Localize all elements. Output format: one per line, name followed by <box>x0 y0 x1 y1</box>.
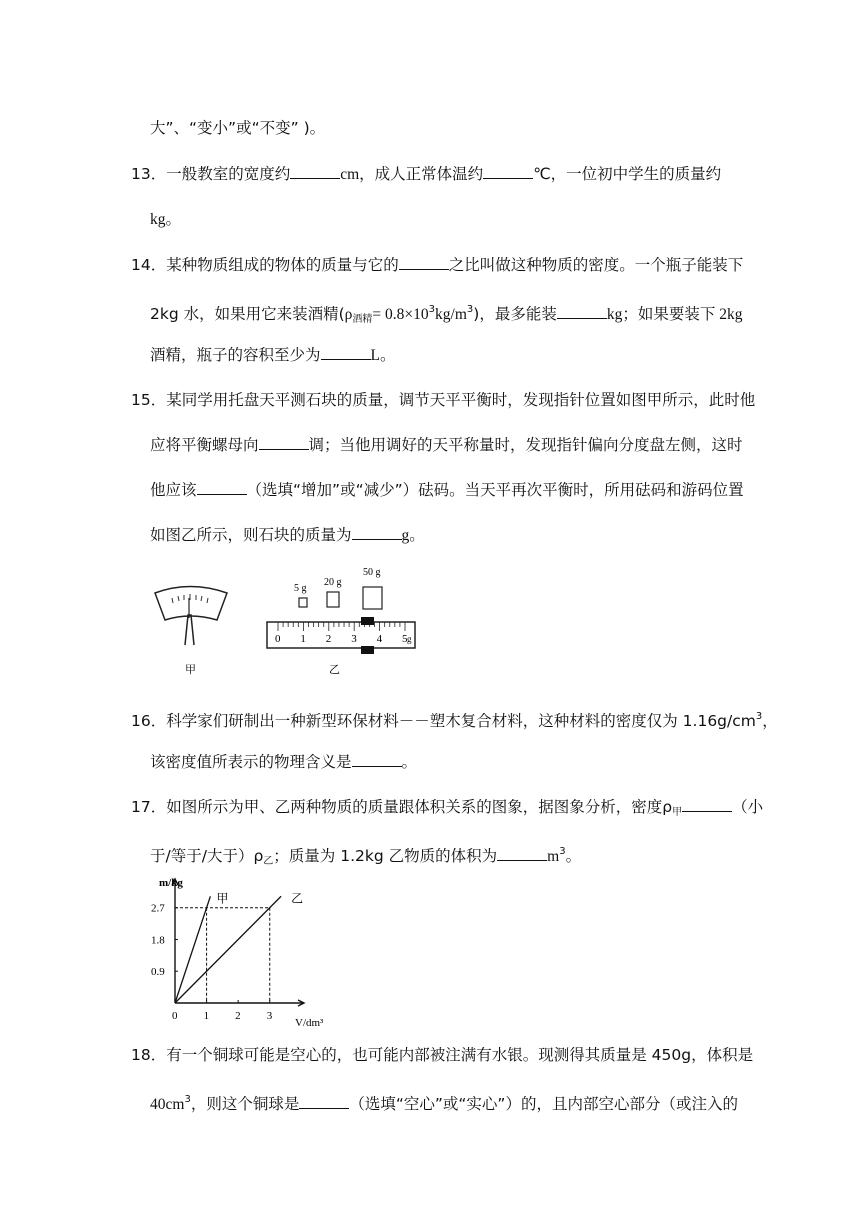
text-fragment: g。 <box>401 527 425 544</box>
y-axis-label: m/kg <box>159 877 183 889</box>
answer-blank[interactable] <box>557 304 607 319</box>
question-15-line-3 <box>150 480 744 500</box>
text-fragment: 40cm <box>150 1096 185 1113</box>
weight-20g <box>327 592 339 607</box>
answer-blank[interactable] <box>497 846 547 861</box>
dial-figure-jia <box>155 587 227 677</box>
text-fragment: 。 <box>565 847 582 865</box>
question-17-line-1 <box>131 797 763 823</box>
weight-label-50g: 50 g <box>363 567 381 578</box>
text-fragment: kg；如果要装下 2kg <box>606 306 743 323</box>
scale-tick-label: 0 <box>275 633 281 645</box>
question-14-line-3 <box>150 345 395 366</box>
series-label: 乙 <box>291 891 304 906</box>
text-fragment: （小 <box>732 798 764 816</box>
x-tick-label: 0 <box>172 1010 178 1022</box>
rho-symbol: ρ <box>344 306 353 323</box>
y-tick-label: 0.9 <box>151 966 165 979</box>
series-line <box>175 896 210 1003</box>
text-fragment: 于/等于/大于）ρ <box>150 847 264 865</box>
question-18-line-1 <box>131 1045 753 1065</box>
text-fragment: 某种物质组成的物体的质量与它的 <box>166 256 399 274</box>
text-line <box>150 118 325 138</box>
text-fragment: ，则这个铜球是 <box>190 1095 300 1113</box>
answer-blank[interactable] <box>290 164 340 179</box>
text-fragment: ；质量为 1.2kg 乙物质的体积为 <box>273 847 498 865</box>
question-15-line-2 <box>150 435 743 455</box>
series-line <box>175 896 281 1003</box>
answer-blank[interactable] <box>197 480 247 495</box>
question-16-line-2 <box>150 752 417 772</box>
text-fragment: 如图所示为甲、乙两种物质的质量跟体积关系的图象，据图象分析，密度ρ <box>166 798 673 816</box>
weight-50g <box>363 587 382 609</box>
answer-blank[interactable] <box>682 797 732 812</box>
answer-blank[interactable] <box>399 255 449 270</box>
question-number: 16． <box>131 712 167 730</box>
answer-blank[interactable] <box>352 752 402 767</box>
question-15-line-1 <box>131 390 755 410</box>
question-14-line-1 <box>131 255 743 275</box>
superscript: 3 <box>466 304 474 315</box>
text-fragment: （选填“空心”或“实心”）的，且内部空心部分（或注入的 <box>349 1095 738 1113</box>
question-18-line-2 <box>150 1090 738 1115</box>
text-fragment: 有一个铜球可能是空心的，也可能内部被注满有水银。现测得其质量是 450g，体积是 <box>166 1046 754 1064</box>
y-tick-label: 1.8 <box>151 934 165 947</box>
text-fragment: 该密度值所表示的物理含义是 <box>150 753 352 771</box>
text-fragment: 。 <box>401 753 418 771</box>
subscript: 乙 <box>263 856 274 867</box>
text-fragment: 调；当他用调好的天平称量时，发现指针偏向分度盘左侧，这时 <box>308 436 743 454</box>
answer-blank[interactable] <box>483 164 533 179</box>
mass-volume-chart <box>145 868 345 1033</box>
weight-5g <box>299 598 307 607</box>
text-fragment: L。 <box>370 347 396 364</box>
text-fragment: kg。 <box>150 211 182 228</box>
text-fragment: 科学家们研制出一种新型环保材料－－塑木复合材料，这种材料的密度仅为 1.16g/cm <box>166 712 756 730</box>
label-yi: 乙 <box>329 663 340 676</box>
scale-tick-label: 5 <box>402 633 408 645</box>
text-fragment: ℃，一位初中学生的质量约 <box>533 165 722 183</box>
question-number: 15． <box>131 391 167 409</box>
x-tick-label: 3 <box>266 1010 273 1022</box>
answer-blank[interactable] <box>259 435 309 450</box>
text-fragment: 如图乙所示，则石块的质量为 <box>150 526 352 544</box>
rider-top <box>361 617 374 625</box>
balance-figure <box>145 560 425 685</box>
text-fragment: 应将平衡螺母向 <box>150 436 259 454</box>
scale-tick-label: 1 <box>300 633 306 645</box>
scale-tick-label: 4 <box>376 633 383 645</box>
x-axis-label: V/dm³ <box>295 1017 324 1029</box>
question-number: 14． <box>131 256 167 274</box>
question-number: 17． <box>131 798 167 816</box>
text-fragment: （选填“增加”或“减少”）砝码。当天平再次平衡时，所用砝码和游码位置 <box>246 481 744 499</box>
superscript: 3 <box>428 304 436 315</box>
weight-label-20g: 20 g <box>324 577 342 588</box>
text-fragment: 他应该 <box>150 481 197 499</box>
superscript: 3 <box>559 846 566 857</box>
answer-blank[interactable] <box>321 345 371 360</box>
text-fragment: cm，成人正常体温约 <box>340 166 484 183</box>
rider-bottom <box>361 646 374 654</box>
series-label: 甲 <box>216 891 229 906</box>
text-fragment: 2kg 水，如果用它来装酒精( <box>150 305 345 323</box>
text-fragment: 之比叫做这种物质的密度。一个瓶子能装下 <box>448 256 744 274</box>
scale-unit: g <box>407 634 412 644</box>
question-16-line-1 <box>131 707 778 731</box>
text-fragment: 一般教室的宽度约 <box>166 165 291 183</box>
question-number: 18． <box>131 1046 167 1064</box>
unit: kg/m <box>435 306 467 323</box>
text-fragment: 大”、“变小”或“不变” )。 <box>150 119 326 137</box>
answer-blank[interactable] <box>299 1094 349 1109</box>
text-fragment: )，最多能装 <box>473 305 557 323</box>
question-13-line-1 <box>131 164 721 185</box>
scale-tick-label: 2 <box>325 633 332 645</box>
question-number: 13． <box>131 165 167 183</box>
label-jia: 甲 <box>185 663 196 676</box>
weights-and-scale-yi <box>267 567 415 676</box>
subscript: 酒精 <box>352 314 373 325</box>
text-fragment: 某同学用托盘天平测石块的质量，调节天平平衡时，发现指针位置如图甲所示，此时他 <box>166 391 756 409</box>
answer-blank[interactable] <box>352 525 402 540</box>
formula: = 0.8×10 <box>372 306 429 323</box>
x-tick-label: 2 <box>235 1010 241 1022</box>
x-tick-label: 1 <box>203 1010 210 1022</box>
scale-tick-label: 3 <box>351 633 357 645</box>
question-13-line-2 <box>150 209 181 230</box>
text-fragment: 酒精，瓶子的容积至少为 <box>150 346 321 364</box>
superscript: 3 <box>755 711 763 722</box>
subscript: 甲 <box>672 807 683 818</box>
beam-scale <box>267 622 415 648</box>
superscript: 3 <box>184 1094 191 1105</box>
y-tick-label: 2.7 <box>151 902 165 915</box>
text-fragment: ， <box>762 712 778 730</box>
question-15-line-4 <box>150 525 425 546</box>
question-14-line-2 <box>150 300 742 330</box>
weight-label-5g: 5 g <box>294 583 307 594</box>
unit: m <box>547 848 560 865</box>
